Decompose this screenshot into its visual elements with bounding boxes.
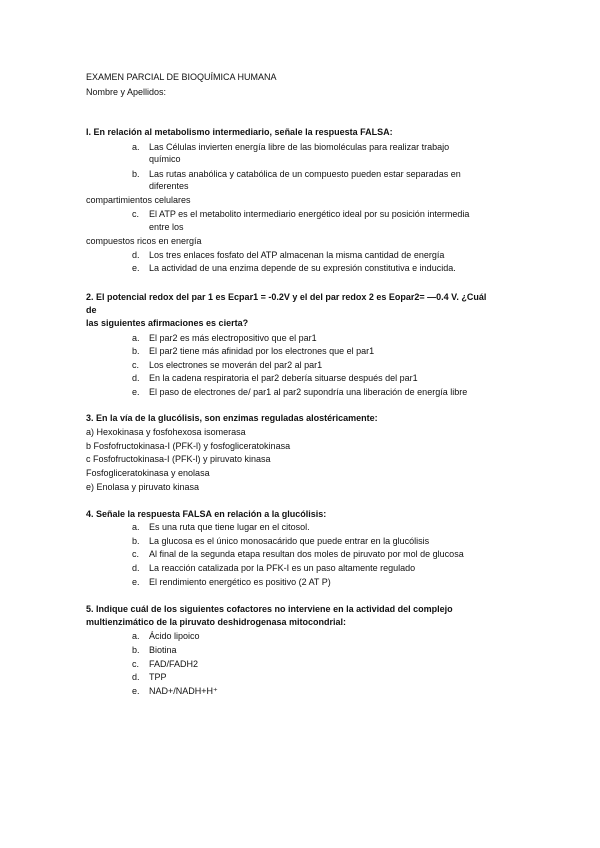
q2-option-a: a. El par2 es más electropositivo que el par1 (132, 333, 317, 343)
question-2-title-cont2: las siguientes afirmaciones es cierta? (86, 318, 249, 328)
q4-option-d: d. La reacción catalizada por la PFK-I es un paso altamente regulado (132, 563, 416, 573)
q5-option-c: c. FAD/FADH2 (132, 659, 199, 669)
q2-option-b: b. El par2 tiene más afinidad por los electrones que el par1 (132, 346, 375, 356)
q3-option-c: c Fosfofructokinasa-I (PFK-l) y piruvato kinasa (86, 454, 271, 464)
q5-option-d: d. TPP (132, 672, 167, 682)
q5-option-a: a. Ácido lipoico (132, 631, 200, 641)
q1-option-b: b. Las rutas anabólica y catabólica de un compuesto pueden estar separadas en (132, 169, 461, 179)
q4-option-b: b. La glucosa es el único monosacárido que puede entrar en la glucólisis (132, 536, 430, 546)
q2-option-c: c. Los electrones se moverán del par2 al par1 (132, 360, 323, 370)
q1-option-a: a. Las Células invierten energía libre de las biomoléculas para realizar trabajo (132, 142, 450, 152)
q1-option-a-cont: químico (149, 154, 181, 164)
q2-option-d: d. En la cadena respiratoria el par2 debería situarse después del par1 (132, 373, 418, 383)
q3-option-a: a) Hexokinasa y fosfohexosa isomerasa (86, 427, 246, 437)
q5-option-b: b. Biotina (132, 645, 177, 655)
question-5-title: 5. Indique cuál de los siguientes cofactores no interviene en la actividad del complejo (86, 604, 453, 614)
q3-option-d: Fosfogliceratokinasa y enolasa (86, 468, 210, 478)
q4-option-c: c. Al final de la segunda etapa resultan dos moles de piruvato por mol de glucosa (132, 549, 464, 559)
q1-option-c-cont: entre los (149, 222, 184, 232)
q1-option-b-cont2: compartimientos celulares (86, 195, 191, 205)
q4-option-a: a. Es una ruta que tiene lugar en el citosol. (132, 522, 310, 532)
name-label: Nombre y Apellidos: (86, 87, 167, 97)
q1-option-c-cont2: compuestos ricos en energía (86, 236, 202, 246)
q1-option-d: d. Los tres enlaces fosfato del ATP almacenan la misma cantidad de energía (132, 250, 445, 260)
q4-option-e: e. El rendimiento energético es positivo (2 AT P) (132, 577, 331, 587)
exam-title: EXAMEN PARCIAL DE BIOQUÍMICA HUMANA (86, 72, 277, 82)
q1-option-c: c. El ATP es el metabolito intermediario energético ideal por su posición intermedia (132, 209, 470, 219)
q2-option-e: e. El paso de electrones de/ par1 al par2 supondría una liberación de energía libre (132, 387, 468, 397)
question-2-title: 2. El potencial redox del par 1 es Ecpar1 = -0.2V y el del par redox 2 es Eopar2= —0.4 V. ¿Cuál (86, 292, 487, 302)
q3-option-b: b Fosfofructokinasa-I (PFK-l) y fosfogliceratokinasa (86, 441, 291, 451)
question-3-title: 3. En la vía de la glucólisis, son enzimas reguladas alostéricamente: (86, 413, 378, 423)
q3-option-e: e) Enolasa y piruvato kinasa (86, 482, 200, 492)
question-1-title: I. En relación al metabolismo intermediario, señale la respuesta FALSA: (86, 127, 393, 137)
question-2-title-cont: de (86, 305, 97, 315)
q1-option-e: e. La actividad de una enzima depende de su expresión constitutiva e inducida. (132, 263, 456, 273)
q1-option-b-cont: diferentes (149, 181, 189, 191)
q5-option-e: e. NAD+/NADH+H⁺ (132, 686, 218, 696)
question-5-title-cont: multienzimático de la piruvato deshidrogenasa mitocondrial: (86, 617, 347, 627)
question-4-title: 4. Señale la respuesta FALSA en relación a la glucólisis: (86, 509, 327, 519)
